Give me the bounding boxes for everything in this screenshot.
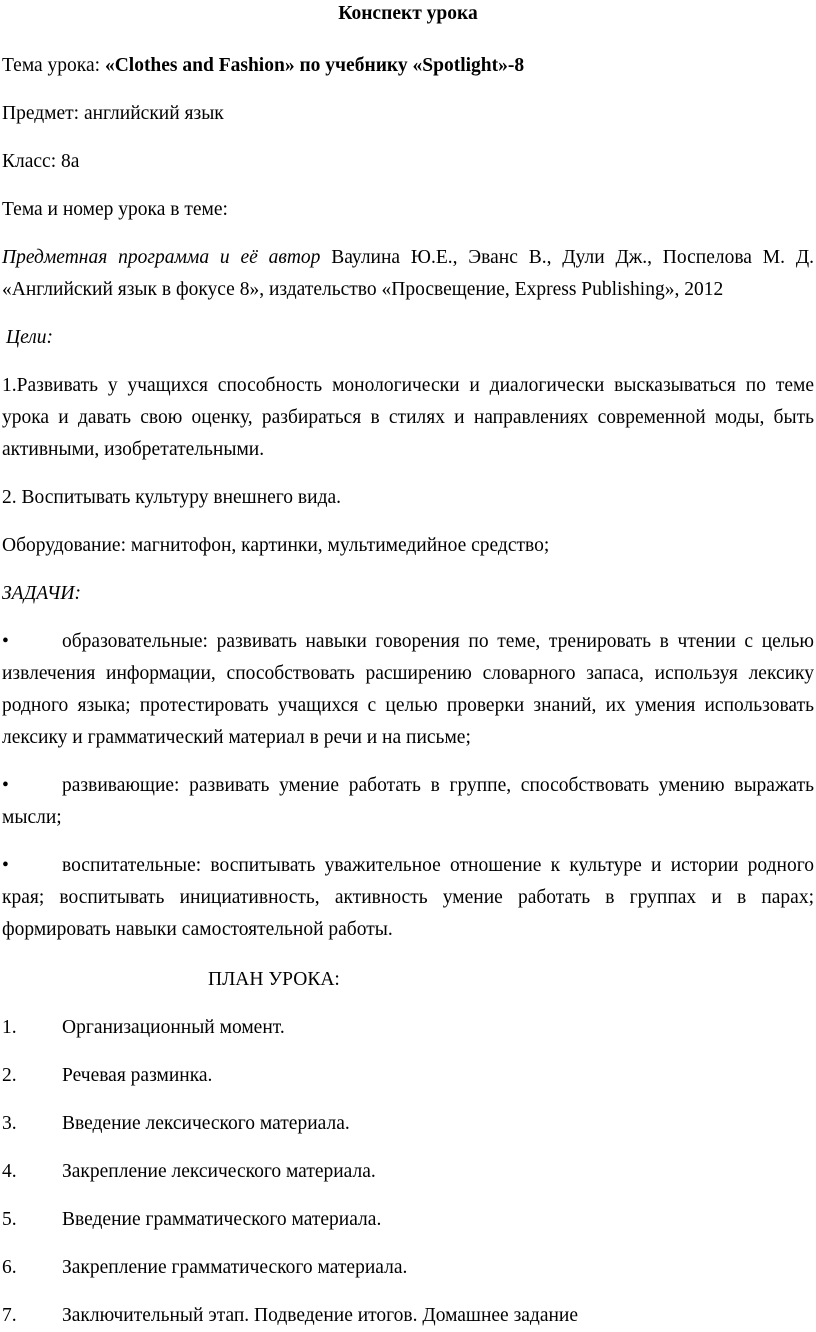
plan-item-number: 3. xyxy=(2,1113,17,1134)
plan-item-text: Организационный момент. xyxy=(62,1017,285,1038)
grade-line: Класс: 8а xyxy=(2,151,80,172)
document-title: Конспект урока xyxy=(338,3,478,24)
plan-item-text: Речевая разминка. xyxy=(62,1065,213,1086)
subject-line: Предмет: английский язык xyxy=(2,103,224,124)
lesson-topic-value: «Clothes and Fashion» по учебнику «Spotlight»-8 xyxy=(104,55,525,76)
bullet-icon: • xyxy=(2,855,9,876)
plan-item-text: Закрепление лексического материала. xyxy=(62,1161,376,1182)
lesson-topic xyxy=(2,50,814,82)
plan-item xyxy=(2,1300,814,1332)
plan-item-number: 2. xyxy=(2,1065,17,1086)
plan-item xyxy=(2,1060,814,1092)
task-item-developing xyxy=(2,770,814,834)
program-paragraph xyxy=(2,242,814,306)
task-text: образовательные: развивать навыки говорения по теме, тренировать в чтении с целью извлечения информации, способствовать расширению словарного запаса, используя лексику родного языка; протестировать учащихся с целью проверки знаний, их умения использовать лексику и грамматический материал в речи и на письме; xyxy=(2,631,814,748)
plan-item xyxy=(2,1156,814,1188)
task-text: воспитательные: воспитывать уважительное отношение к культуре и истории родного края; воспитывать инициативность, активность умение работать в группах и в парах; формировать навыки самостоятельной работы. xyxy=(2,855,814,940)
plan-item xyxy=(2,1108,814,1140)
bullet-icon: • xyxy=(2,631,9,652)
goals-heading: Цели: xyxy=(6,327,53,348)
task-item-educational xyxy=(2,626,814,754)
plan-item-number: 6. xyxy=(2,1257,17,1278)
plan-item xyxy=(2,1012,814,1044)
lesson-topic-label: Тема урока: xyxy=(2,55,105,76)
plan-item xyxy=(2,1204,814,1236)
program-label: Предметная программа и её автор xyxy=(2,247,321,268)
equipment-line: Оборудование: магнитофон, картинки, мультимедийное средство; xyxy=(2,535,550,556)
plan-item-text: Введение лексического материала. xyxy=(62,1113,350,1134)
plan-item-number: 5. xyxy=(2,1209,17,1230)
document-body xyxy=(2,0,814,1332)
tasks-heading: ЗАДАЧИ: xyxy=(2,583,81,604)
plan-item-number: 4. xyxy=(2,1161,17,1182)
topic-number-line: Тема и номер урока в теме: xyxy=(2,199,228,220)
goal-item-2: 2. Воспитывать культуру внешнего вида. xyxy=(2,487,342,508)
plan-item-text: Введение грамматического материала. xyxy=(62,1209,382,1230)
bullet-icon: • xyxy=(2,775,9,796)
plan-item-number: 7. xyxy=(2,1305,17,1326)
plan-item xyxy=(2,1252,814,1284)
plan-heading: ПЛАН УРОКА: xyxy=(208,969,340,990)
goal-item-1: 1.Развивать у учащихся способность монологически и диалогически высказываться по теме урока и давать свою оценку, разбираться в стилях и направлениях современной моды, быть активными, изобретательными. xyxy=(2,375,814,460)
program-text: Ваулина Ю.Е., Эванс В., Дули Дж., Поспелова М. Д. «Английский язык в фокусе 8», издательство «Просвещение, Express Publishing», 2012 xyxy=(2,247,814,300)
plan-item-text: Заключительный этап. Подведение итогов. Домашнее задание xyxy=(62,1305,579,1326)
plan-item-number: 1. xyxy=(2,1017,17,1038)
plan-item-text: Закрепление грамматического материала. xyxy=(62,1257,408,1278)
task-item-upbringing xyxy=(2,850,814,946)
task-text: развивающие: развивать умение работать в группе, способствовать умению выражать мысли; xyxy=(2,775,814,828)
